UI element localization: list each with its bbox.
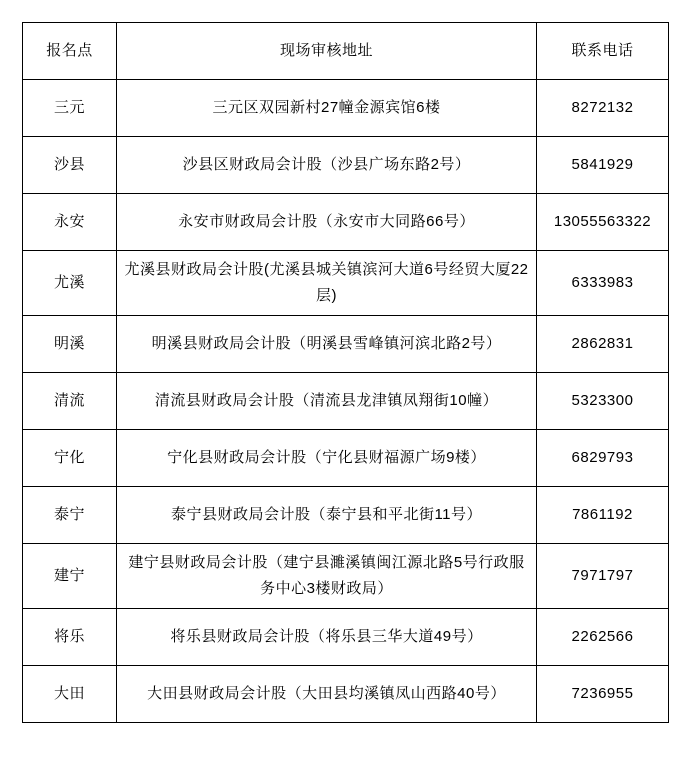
cell-site: 尤溪 bbox=[23, 251, 117, 316]
cell-site: 永安 bbox=[23, 194, 117, 251]
table-row bbox=[23, 316, 669, 373]
cell-address: 泰宁县财政局会计股（泰宁县和平北街11号） bbox=[117, 487, 537, 544]
column-header-address: 现场审核地址 bbox=[117, 23, 537, 80]
cell-address: 大田县财政局会计股（大田县均溪镇凤山西路40号） bbox=[117, 666, 537, 723]
cell-site: 泰宁 bbox=[23, 487, 117, 544]
cell-address: 三元区双园新村27幢金源宾馆6楼 bbox=[117, 80, 537, 137]
table-row bbox=[23, 194, 669, 251]
cell-phone: 2262566 bbox=[537, 609, 669, 666]
table-header bbox=[23, 23, 669, 80]
table-body bbox=[23, 80, 669, 723]
cell-phone: 7971797 bbox=[537, 544, 669, 609]
cell-site: 明溪 bbox=[23, 316, 117, 373]
cell-phone: 5323300 bbox=[537, 373, 669, 430]
column-header-phone: 联系电话 bbox=[537, 23, 669, 80]
cell-site: 将乐 bbox=[23, 609, 117, 666]
cell-site: 清流 bbox=[23, 373, 117, 430]
table-header-row bbox=[23, 23, 669, 80]
cell-address: 沙县区财政局会计股（沙县广场东路2号） bbox=[117, 137, 537, 194]
cell-phone: 7861192 bbox=[537, 487, 669, 544]
table-row bbox=[23, 544, 669, 609]
table-row bbox=[23, 251, 669, 316]
cell-phone: 8272132 bbox=[537, 80, 669, 137]
table-row bbox=[23, 80, 669, 137]
cell-phone: 7236955 bbox=[537, 666, 669, 723]
cell-phone: 5841929 bbox=[537, 137, 669, 194]
cell-address: 永安市财政局会计股（永安市大同路66号） bbox=[117, 194, 537, 251]
cell-address: 将乐县财政局会计股（将乐县三华大道49号） bbox=[117, 609, 537, 666]
table-row bbox=[23, 609, 669, 666]
cell-phone: 13055563322 bbox=[537, 194, 669, 251]
table-row bbox=[23, 430, 669, 487]
column-header-site: 报名点 bbox=[23, 23, 117, 80]
cell-site: 大田 bbox=[23, 666, 117, 723]
cell-site: 建宁 bbox=[23, 544, 117, 609]
table-row bbox=[23, 666, 669, 723]
cell-address: 宁化县财政局会计股（宁化县财福源广场9楼） bbox=[117, 430, 537, 487]
cell-site: 三元 bbox=[23, 80, 117, 137]
table-row bbox=[23, 373, 669, 430]
cell-address: 建宁县财政局会计股（建宁县濉溪镇闽江源北路5号行政服务中心3楼财政局） bbox=[117, 544, 537, 609]
cell-phone: 6829793 bbox=[537, 430, 669, 487]
table-row bbox=[23, 137, 669, 194]
cell-phone: 2862831 bbox=[537, 316, 669, 373]
cell-site: 沙县 bbox=[23, 137, 117, 194]
table-row bbox=[23, 487, 669, 544]
cell-phone: 6333983 bbox=[537, 251, 669, 316]
registration-sites-table bbox=[22, 22, 669, 723]
cell-address: 尤溪县财政局会计股(尤溪县城关镇滨河大道6号经贸大厦22层) bbox=[117, 251, 537, 316]
cell-address: 明溪县财政局会计股（明溪县雪峰镇河滨北路2号） bbox=[117, 316, 537, 373]
cell-address: 清流县财政局会计股（清流县龙津镇凤翔街10幢） bbox=[117, 373, 537, 430]
cell-site: 宁化 bbox=[23, 430, 117, 487]
